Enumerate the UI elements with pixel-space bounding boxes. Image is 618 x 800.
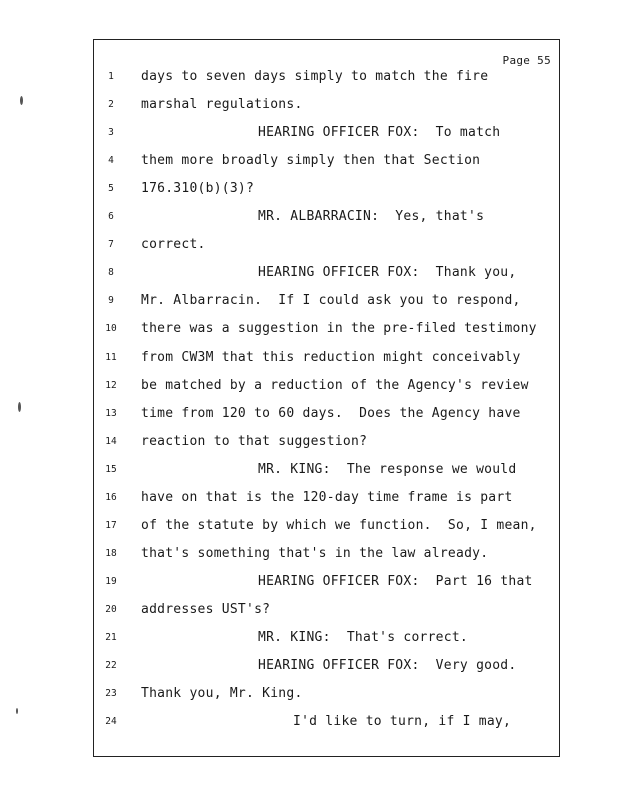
line-text: Thank you, Mr. King. <box>141 686 303 702</box>
line-text: HEARING OFFICER FOX: Thank you, <box>258 265 517 281</box>
transcript-line <box>94 291 561 319</box>
page-number: Page 55 <box>502 54 551 67</box>
line-text: of the statute by which we function. So, I mean, <box>141 517 537 533</box>
transcript-line <box>94 67 561 95</box>
line-number: 24 <box>105 716 117 728</box>
scan-speck <box>16 708 18 714</box>
transcript-line <box>94 179 561 207</box>
line-number: 2 <box>108 99 114 111</box>
line-number: 1 <box>108 71 114 82</box>
line-number: 17 <box>105 519 117 531</box>
transcript-line <box>94 95 561 123</box>
line-text: days to seven days simply to match the fire <box>141 69 489 84</box>
line-number: 19 <box>105 575 117 587</box>
transcript-line <box>94 432 561 460</box>
line-text: marshal regulations. <box>141 97 303 113</box>
line-text: 176.310(b)(3)? <box>141 181 255 197</box>
line-text: MR. ALBARRACIN: Yes, that's <box>258 209 485 225</box>
line-number: 20 <box>105 603 117 615</box>
line-text: time from 120 to 60 days. Does the Agency have <box>141 405 521 421</box>
line-text: that's something that's in the law already. <box>141 545 489 561</box>
line-text: MR. KING: The response we would <box>258 461 517 477</box>
transcript-line <box>94 263 561 291</box>
line-text: HEARING OFFICER FOX: Very good. <box>258 658 517 674</box>
transcript-line <box>94 488 561 516</box>
transcript-line <box>94 572 561 600</box>
line-text: MR. KING: That's correct. <box>258 630 468 645</box>
transcript-line <box>94 544 561 572</box>
line-text: addresses UST's? <box>141 601 271 617</box>
line-number: 9 <box>108 295 114 307</box>
transcript-line <box>94 123 561 151</box>
line-text: be matched by a reduction of the Agency's review <box>141 377 529 393</box>
line-text: there was a suggestion in the pre-filed testimony <box>141 321 537 337</box>
line-number: 11 <box>105 351 117 363</box>
line-text: correct. <box>141 237 206 253</box>
transcript-line <box>94 656 561 684</box>
line-text: HEARING OFFICER FOX: Part 16 that <box>258 573 533 589</box>
line-number: 13 <box>105 407 117 419</box>
transcript-page <box>93 39 560 757</box>
line-text: reaction to that suggestion? <box>141 433 368 449</box>
transcript-line <box>94 319 561 347</box>
line-number: 16 <box>105 491 117 503</box>
line-number: 21 <box>105 632 117 643</box>
line-number: 7 <box>108 239 114 251</box>
line-text: them more broadly simply then that Section <box>141 153 481 169</box>
transcript-line <box>94 516 561 544</box>
transcript-line <box>94 151 561 179</box>
line-number: 18 <box>105 547 117 559</box>
transcript-line <box>94 348 561 376</box>
line-text: from CW3M that this reduction might conceivably <box>141 349 521 365</box>
line-number: 22 <box>105 660 117 672</box>
line-text: I'd like to turn, if I may, <box>293 714 512 730</box>
line-number: 14 <box>105 435 117 447</box>
transcript-line <box>94 628 561 656</box>
line-number: 15 <box>105 463 117 475</box>
line-text: have on that is the 120-day time frame is part <box>141 489 513 505</box>
scan-speck <box>18 402 21 412</box>
transcript-line <box>94 460 561 488</box>
line-number: 3 <box>108 127 114 139</box>
transcript-line <box>94 235 561 263</box>
transcript-line <box>94 684 561 712</box>
line-number: 23 <box>105 688 117 700</box>
line-number: 12 <box>105 379 117 391</box>
transcript-line <box>94 600 561 628</box>
scan-speck <box>20 96 23 105</box>
line-text: HEARING OFFICER FOX: To match <box>258 125 501 141</box>
line-number: 6 <box>108 211 114 223</box>
transcript-line <box>94 376 561 404</box>
line-number: 8 <box>108 267 114 279</box>
line-text: Mr. Albarracin. If I could ask you to respond, <box>141 293 521 309</box>
transcript-line <box>94 404 561 432</box>
line-number: 5 <box>108 183 114 195</box>
transcript-line <box>94 712 561 740</box>
line-number: 4 <box>108 155 114 167</box>
line-number: 10 <box>105 323 117 335</box>
transcript-line <box>94 207 561 235</box>
